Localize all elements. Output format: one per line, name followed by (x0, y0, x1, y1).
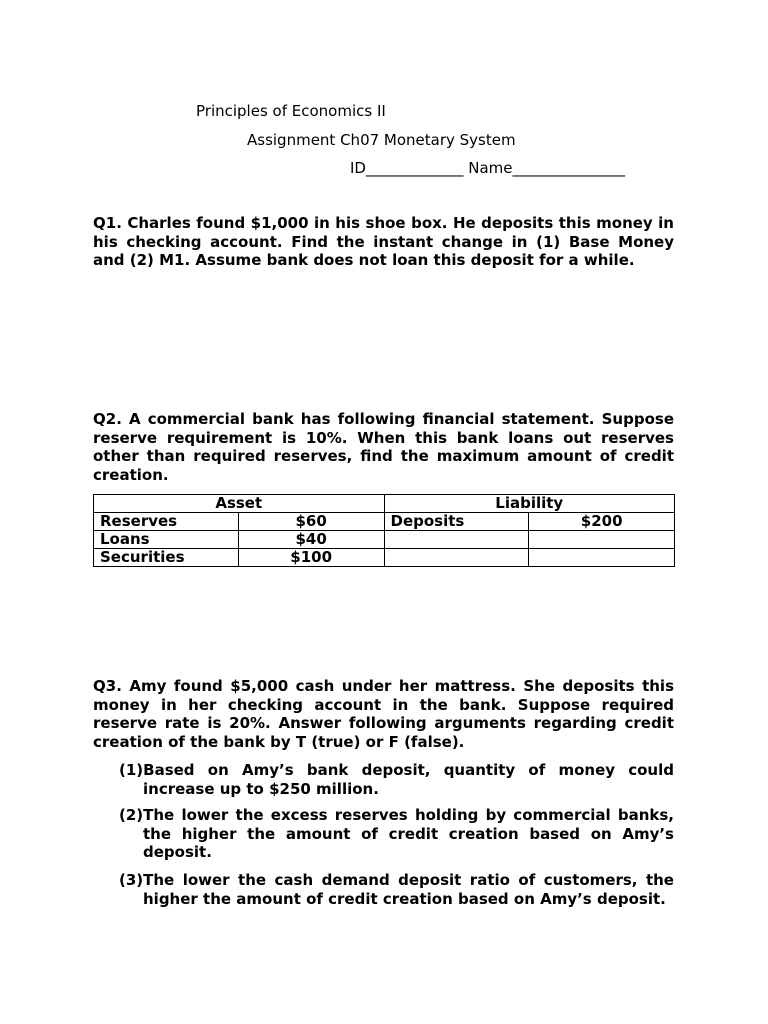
question-1: Q1. Charles found $1,000 in his shoe box. He deposits this money in his checking account. Find the instant change in (1) Base Money and (2) M1. Assume bank does not loan this deposit for a while. (93, 214, 674, 269)
table-row (94, 513, 675, 531)
table-cell (529, 531, 675, 549)
assignment-title: Assignment Ch07 Monetary System (247, 131, 516, 149)
course-title: Principles of Economics II (196, 102, 386, 120)
table-cell: $40 (238, 531, 384, 549)
question-3-item-1: (1)Based on Amy’s bank deposit, quantity of money could increase up to $250 million. (119, 761, 674, 798)
table-cell: $60 (238, 513, 384, 531)
balance-sheet-table (93, 494, 675, 567)
liability-header: Liability (384, 495, 675, 513)
table-cell: Reserves (94, 513, 239, 531)
table-cell (529, 549, 675, 567)
question-3-item-2: (2)The lower the excess reserves holding by commercial banks, the higher the amount of credit creation based on Amy’s deposit. (119, 806, 674, 861)
table-cell: Deposits (384, 513, 529, 531)
table-cell (384, 549, 529, 567)
id-name-line: ID_____________ Name_______________ (350, 159, 625, 177)
table-header-row (94, 495, 675, 513)
question-2: Q2. A commercial bank has following financial statement. Suppose reserve requirement is 10%. When this bank loans out reserves other than required reserves, find the maximum amount of credit creation. (93, 410, 674, 484)
table-row (94, 549, 675, 567)
asset-header: Asset (94, 495, 385, 513)
table-cell: $200 (529, 513, 675, 531)
table-cell: $100 (238, 549, 384, 567)
table-cell (384, 531, 529, 549)
table-cell: Loans (94, 531, 239, 549)
question-3-item-3: (3)The lower the cash demand deposit ratio of customers, the higher the amount of credit creation based on Amy’s deposit. (119, 871, 674, 908)
table-row (94, 531, 675, 549)
table-cell: Securities (94, 549, 239, 567)
question-3: Q3. Amy found $5,000 cash under her mattress. She deposits this money in her checking account in the bank. Suppose required reserve rate is 20%. Answer following arguments regarding credit creation of the bank by T (true) or F (false). (93, 677, 674, 751)
